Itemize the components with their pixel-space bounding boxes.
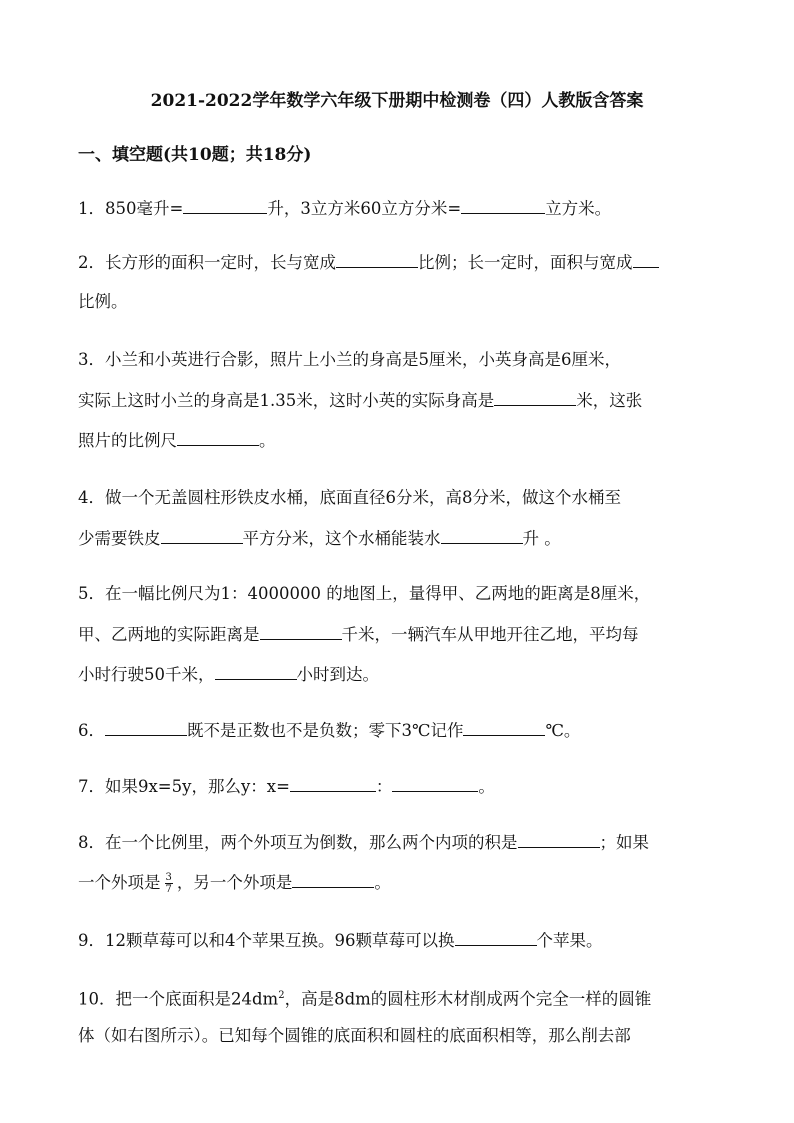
- answer-blank[interactable]: [392, 774, 478, 792]
- answer-blank[interactable]: [290, 774, 376, 792]
- answer-blank[interactable]: [455, 928, 537, 946]
- question-8-text-b: ；如果: [599, 833, 649, 852]
- question-5-cont: [78, 622, 639, 647]
- question-7-text-a: 7．如果9x=5y，那么y：x=: [78, 777, 290, 796]
- question-10-cont: [78, 1024, 631, 1048]
- answer-blank[interactable]: [463, 718, 545, 736]
- question-2-text-c: 比例。: [78, 292, 128, 311]
- answer-blank[interactable]: [518, 830, 600, 848]
- question-2: [78, 250, 659, 275]
- question-10-text-a: 10．把一个底面积是24dm: [78, 989, 279, 1009]
- question-3-text-d: 。: [259, 431, 276, 450]
- question-5-cont2: [78, 662, 379, 687]
- question-3-cont: [78, 388, 642, 413]
- answer-blank[interactable]: [441, 526, 523, 544]
- question-8-cont: [78, 870, 391, 895]
- answer-blank[interactable]: [183, 196, 267, 214]
- question-3-cont2: [78, 428, 276, 453]
- question-5-line-1: 5．在一幅比例尺为1：4000000 的地图上，量得甲、乙两地的距离是8厘米，: [78, 584, 651, 603]
- question-10-text-b: ，高是8dm的圆柱形木材削成两个完全一样的圆锥: [284, 989, 652, 1009]
- question-4-line-1: 4．做一个无盖圆柱形铁皮水桶，底面直径6分米，高8分米，做这个水桶至: [78, 488, 621, 507]
- fraction: [165, 872, 173, 895]
- question-6-text-a: 6．: [78, 721, 105, 740]
- question-5-text-b: 千米，一辆汽车从甲地开往乙地，平均每: [341, 625, 639, 644]
- question-4-cont: [78, 526, 561, 551]
- answer-blank[interactable]: [161, 526, 243, 544]
- fraction-numerator: 3: [165, 872, 172, 883]
- question-5: [78, 582, 650, 606]
- question-2-cont: [78, 290, 128, 314]
- question-4-text-b: 平方分米，这个水桶能装水: [242, 529, 441, 548]
- answer-blank[interactable]: [494, 388, 576, 406]
- question-3-line-1: 3．小兰和小英进行合影，照片上小兰的身高是5厘米，小英身高是6厘米，: [78, 350, 621, 369]
- question-1-text-b: 升，3立方米60立方分米=: [267, 199, 462, 218]
- question-10-line-2: 体（如右图所示）。已知每个圆锥的底面积和圆柱的底面积相等，那么削去部: [78, 1026, 631, 1045]
- question-7-text-b: ：: [375, 777, 393, 796]
- question-5-text-a: 甲、乙两地的实际距离是: [78, 625, 260, 644]
- fraction-denominator: 7: [165, 884, 172, 895]
- question-9: [78, 928, 603, 953]
- answer-blank[interactable]: [461, 196, 545, 214]
- question-4-text-a: 少需要铁皮: [78, 529, 161, 548]
- question-9-text-b: 个苹果。: [536, 931, 603, 950]
- question-4: [78, 486, 621, 510]
- answer-blank[interactable]: [105, 718, 187, 736]
- question-3-text-c: 照片的比例尺: [78, 431, 177, 450]
- answer-blank[interactable]: [336, 250, 418, 268]
- question-7-text-c: 。: [478, 777, 495, 796]
- question-1-text-a: 1．850毫升=: [78, 199, 184, 218]
- question-8: [78, 830, 649, 855]
- answer-blank[interactable]: [633, 250, 659, 268]
- question-8-text-a: 8．在一个比例里，两个外项互为倒数，那么两个内项的积是: [78, 833, 518, 852]
- answer-blank[interactable]: [260, 622, 342, 640]
- question-3-text-a: 实际上这时小兰的身高是1.35米，这时小英的实际身高是: [78, 391, 495, 410]
- superscript: 2: [278, 990, 285, 1001]
- question-7: [78, 774, 495, 799]
- question-5-text-d: 小时到达。: [296, 665, 379, 684]
- answer-blank[interactable]: [292, 870, 374, 888]
- question-2-text-a: 2．长方形的面积一定时，长与宽成: [78, 253, 336, 272]
- question-3: [78, 348, 621, 372]
- question-6: [78, 718, 580, 743]
- answer-blank[interactable]: [177, 428, 259, 446]
- question-6-text-c: ℃。: [545, 721, 581, 740]
- question-6-text-b: 既不是正数也不是负数；零下3℃记作: [187, 721, 464, 740]
- question-5-text-c: 小时行驶50千米，: [78, 665, 215, 684]
- question-2-text-b: 比例；长一定时，面积与宽成: [418, 253, 633, 272]
- question-3-text-b: 米，这张: [576, 391, 643, 410]
- question-8-text-c: 一个外项是: [78, 873, 161, 892]
- section-heading: 一、填空题(共10题；共18分): [78, 145, 312, 165]
- question-1-text-c: 立方米。: [545, 199, 612, 218]
- question-4-text-c: 升 。: [522, 529, 561, 548]
- answer-blank[interactable]: [215, 662, 297, 680]
- question-8-text-e: 。: [374, 873, 391, 892]
- question-9-text-a: 9．12颗草莓可以和4个苹果互换。96颗草莓可以换: [78, 931, 455, 950]
- question-10: [78, 984, 651, 1012]
- question-1: [78, 196, 611, 221]
- question-8-text-d: ，另一个外项是: [176, 873, 293, 892]
- document-title: 2021-2022学年数学六年级下册期中检测卷（四）人教版含答案: [150, 91, 644, 111]
